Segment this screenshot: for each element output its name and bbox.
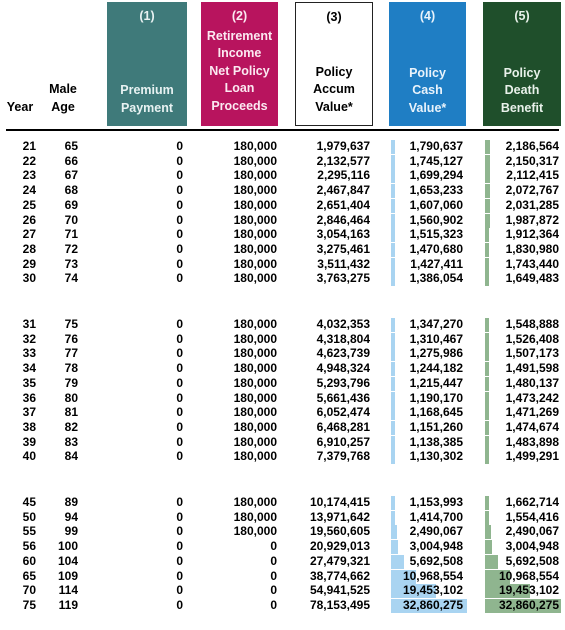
premium-cell: 0 xyxy=(176,375,183,390)
year-cell: 37 xyxy=(22,405,36,420)
cash-value-cell: 1,168,645 xyxy=(409,405,463,420)
year-cell: 23 xyxy=(22,168,36,183)
table-row xyxy=(0,583,565,598)
age-cell: 94 xyxy=(64,509,78,524)
premium-cell: 0 xyxy=(176,509,183,524)
loan-proceeds-cell: 180,000 xyxy=(233,212,277,227)
death-benefit-cell: 1,491,598 xyxy=(505,361,559,376)
table-row xyxy=(0,271,565,286)
table-row xyxy=(0,598,565,613)
premium-payment-header xyxy=(107,2,187,126)
cash-value-cell: 1,215,447 xyxy=(409,375,463,390)
death-benefit-cell: 3,004,948 xyxy=(505,539,559,554)
year-cell: 55 xyxy=(22,524,36,539)
loan-proceeds-cell: 180,000 xyxy=(233,183,277,198)
age-cell: 69 xyxy=(64,197,78,212)
accum-value-cell: 19,560,605 xyxy=(309,524,370,539)
premium-cell: 0 xyxy=(176,271,183,286)
loan-proceeds-cell: 180,000 xyxy=(233,495,277,509)
loan-proceeds-cell: 0 xyxy=(270,553,277,568)
accum-value-cell: 6,910,257 xyxy=(316,434,370,449)
year-cell: 33 xyxy=(22,346,36,361)
table-row xyxy=(0,242,565,257)
loan-proceeds-cell: 180,000 xyxy=(233,524,277,539)
column-label: Policy Death Benefit xyxy=(500,65,544,115)
age-cell: 80 xyxy=(64,390,78,405)
age-cell: 100 xyxy=(57,539,78,554)
cash-value-cell: 1,427,411 xyxy=(410,256,463,271)
accum-value-cell: 2,651,404 xyxy=(316,197,370,212)
accum-value-cell: 3,054,163 xyxy=(316,227,370,242)
premium-cell: 0 xyxy=(176,197,183,212)
loan-proceeds-cell: 180,000 xyxy=(233,405,277,420)
loan-proceeds-cell: 180,000 xyxy=(233,271,277,286)
table-row xyxy=(0,524,565,539)
loan-proceeds-cell: 180,000 xyxy=(233,153,277,168)
table-row xyxy=(0,346,565,361)
premium-cell: 0 xyxy=(176,256,183,271)
loan-proceeds-cell: 180,000 xyxy=(233,419,277,434)
death-benefit-cell: 1,474,674 xyxy=(505,419,559,434)
year-cell: 34 xyxy=(22,361,36,376)
table-row xyxy=(0,405,565,420)
premium-cell: 0 xyxy=(176,346,183,361)
year-cell: 27 xyxy=(22,227,36,242)
age-cell: 72 xyxy=(64,241,78,256)
year-cell: 29 xyxy=(22,256,36,271)
cash-value-cell: 3,004,948 xyxy=(409,539,463,554)
loan-proceeds-cell: 0 xyxy=(270,583,277,598)
column-label: Policy Cash Value* xyxy=(408,65,447,115)
age-cell: 68 xyxy=(64,183,78,198)
table-row xyxy=(0,420,565,435)
age-cell: 84 xyxy=(64,449,78,464)
loan-proceeds-cell: 180,000 xyxy=(233,139,277,153)
accum-value-cell: 4,032,353 xyxy=(316,317,370,331)
accum-value-cell: 54,941,525 xyxy=(309,583,370,598)
death-benefit-cell: 1,662,714 xyxy=(505,495,559,509)
death-benefit-cell: 1,649,483 xyxy=(505,271,559,286)
accum-value-cell: 10,174,415 xyxy=(309,495,370,509)
cash-value-cell: 1,275,986 xyxy=(409,346,463,361)
table-row xyxy=(0,213,565,228)
accum-value-cell: 2,467,847 xyxy=(316,183,370,198)
death-benefit-cell: 1,987,872 xyxy=(505,212,559,227)
death-benefit-cell: 1,526,408 xyxy=(505,331,559,346)
age-cell: 78 xyxy=(64,361,78,376)
age-cell: 114 xyxy=(58,583,78,598)
premium-cell: 0 xyxy=(176,153,183,168)
year-cell: 26 xyxy=(22,212,36,227)
death-benefit-cell: 2,186,564 xyxy=(505,139,559,153)
table-row xyxy=(0,554,565,569)
year-cell: 25 xyxy=(22,197,36,212)
accum-value-cell: 2,132,577 xyxy=(316,153,370,168)
death-benefit-cell: 1,912,364 xyxy=(505,227,559,242)
death-benefit-cell: 1,830,980 xyxy=(505,241,559,256)
premium-cell: 0 xyxy=(176,331,183,346)
premium-cell: 0 xyxy=(176,568,183,583)
accum-value-cell: 27,479,321 xyxy=(309,553,370,568)
cash-value-cell: 1,153,993 xyxy=(409,495,463,509)
premium-cell: 0 xyxy=(176,317,183,331)
accum-value-cell: 38,774,662 xyxy=(309,568,370,583)
age-cell: 119 xyxy=(58,597,78,612)
cash-value-header xyxy=(389,2,466,126)
death-benefit-cell: 5,692,508 xyxy=(505,553,559,568)
table-row xyxy=(0,227,565,242)
death-benefit-cell: 19,453,102 xyxy=(498,583,559,598)
column-label: Premium Payment xyxy=(120,83,174,115)
year-cell: 65 xyxy=(22,568,36,583)
premium-cell: 0 xyxy=(176,227,183,242)
year-cell: 21 xyxy=(22,139,36,153)
death-benefit-cell: 10,968,554 xyxy=(498,568,559,583)
cash-value-cell: 1,244,182 xyxy=(409,361,463,376)
death-benefit-cell: 1,471,269 xyxy=(505,405,559,420)
accum-value-cell: 3,275,461 xyxy=(316,241,370,256)
premium-cell: 0 xyxy=(176,539,183,554)
premium-cell: 0 xyxy=(176,524,183,539)
column-label: Retirement Income Net Policy Loan Proceeds xyxy=(206,28,273,113)
accum-value-cell: 7,379,768 xyxy=(316,449,370,464)
column-number: (4) xyxy=(419,9,436,23)
table-row xyxy=(0,317,565,332)
table-row xyxy=(0,391,565,406)
year-cell: 35 xyxy=(22,375,36,390)
age-cell: 104 xyxy=(57,553,78,568)
loan-proceeds-cell: 180,000 xyxy=(233,197,277,212)
premium-cell: 0 xyxy=(176,183,183,198)
cash-value-cell: 1,190,170 xyxy=(409,390,463,405)
cash-value-cell: 19,453,102 xyxy=(402,583,463,598)
column-number: (1) xyxy=(139,9,155,23)
loan-proceeds-cell: 180,000 xyxy=(233,375,277,390)
table-row xyxy=(0,449,565,464)
loan-proceeds-cell: 180,000 xyxy=(233,449,277,464)
death-benefit-cell: 2,490,067 xyxy=(505,524,559,539)
cash-value-cell: 1,347,270 xyxy=(409,317,463,331)
premium-cell: 0 xyxy=(176,212,183,227)
accum-value-cell: 2,846,464 xyxy=(316,212,370,227)
death-benefit-cell: 2,031,285 xyxy=(505,197,559,212)
column-number: (3) xyxy=(326,10,342,24)
loan-proceeds-cell: 180,000 xyxy=(233,317,277,331)
year-cell: 22 xyxy=(22,153,36,168)
accum-value-cell: 78,153,495 xyxy=(309,597,370,612)
death-benefit-cell: 1,473,242 xyxy=(505,390,559,405)
accum-value-cell: 3,511,432 xyxy=(317,256,370,271)
loan-proceeds-cell: 0 xyxy=(270,597,277,612)
column-number: (2) xyxy=(231,9,248,23)
loan-proceeds-cell: 180,000 xyxy=(233,168,277,183)
death-benefit-header xyxy=(483,2,561,126)
accum-value-cell: 5,293,796 xyxy=(316,375,370,390)
cash-value-cell: 1,138,385 xyxy=(409,434,463,449)
premium-cell: 0 xyxy=(176,449,183,464)
loan-proceeds-cell: 180,000 xyxy=(233,390,277,405)
year-cell: 36 xyxy=(22,390,36,405)
cash-value-cell: 1,470,680 xyxy=(409,241,463,256)
year-cell: 45 xyxy=(22,495,36,509)
accum-value-cell: 5,661,436 xyxy=(316,390,370,405)
cash-value-cell: 1,699,294 xyxy=(409,168,463,183)
cash-value-cell: 1,745,127 xyxy=(409,153,463,168)
age-cell: 75 xyxy=(64,317,78,331)
loan-proceeds-cell: 0 xyxy=(270,539,277,554)
year-cell: 30 xyxy=(22,271,36,286)
age-cell: 89 xyxy=(64,495,78,509)
year-cell: 31 xyxy=(22,317,36,331)
year-cell: 32 xyxy=(22,331,36,346)
cash-value-cell: 1,310,467 xyxy=(409,331,463,346)
cash-value-cell: 1,560,902 xyxy=(409,212,463,227)
year-cell: 24 xyxy=(22,183,36,198)
loan-proceeds-cell: 180,000 xyxy=(233,434,277,449)
loan-proceeds-header xyxy=(201,2,278,126)
death-benefit-cell: 1,499,291 xyxy=(505,449,559,464)
age-cell: 109 xyxy=(57,568,78,583)
age-cell: 74 xyxy=(64,271,78,286)
accum-value-cell: 1,979,637 xyxy=(316,139,370,153)
accum-value-cell: 4,318,804 xyxy=(316,331,370,346)
cash-value-cell: 1,607,060 xyxy=(409,197,463,212)
age-cell: 71 xyxy=(64,227,78,242)
year-cell: 50 xyxy=(22,509,36,524)
table-row xyxy=(0,332,565,347)
death-benefit-cell: 32,860,275 xyxy=(498,597,559,612)
cash-value-cell: 10,968,554 xyxy=(402,568,463,583)
loan-proceeds-cell: 180,000 xyxy=(233,346,277,361)
premium-cell: 0 xyxy=(176,597,183,612)
column-number: (5) xyxy=(514,9,530,23)
cash-value-cell: 1,414,700 xyxy=(409,509,463,524)
year-cell: 28 xyxy=(22,241,36,256)
premium-cell: 0 xyxy=(176,434,183,449)
death-benefit-cell: 1,483,898 xyxy=(505,434,559,449)
death-benefit-cell: 1,507,173 xyxy=(505,346,559,361)
table-row xyxy=(0,198,565,213)
age-cell: 67 xyxy=(64,168,78,183)
table-row xyxy=(0,510,565,525)
age-cell: 81 xyxy=(64,405,78,420)
death-benefit-cell: 1,480,137 xyxy=(505,375,559,390)
table-row xyxy=(0,495,565,510)
table-row xyxy=(0,435,565,450)
premium-cell: 0 xyxy=(176,553,183,568)
year-cell: 70 xyxy=(22,583,36,598)
cash-value-cell: 32,860,275 xyxy=(402,597,463,612)
cash-value-cell: 2,490,067 xyxy=(409,524,463,539)
death-benefit-cell: 1,743,440 xyxy=(505,256,559,271)
table-row xyxy=(0,168,565,183)
age-cell: 65 xyxy=(64,139,78,153)
cash-value-cell: 1,386,054 xyxy=(409,271,463,286)
cash-value-cell: 1,653,233 xyxy=(409,183,463,198)
loan-proceeds-cell: 180,000 xyxy=(233,241,277,256)
year-cell: 40 xyxy=(22,449,36,464)
death-benefit-cell: 2,112,415 xyxy=(506,168,559,183)
premium-cell: 0 xyxy=(176,168,183,183)
age-cell: 83 xyxy=(64,434,78,449)
loan-proceeds-cell: 180,000 xyxy=(233,331,277,346)
year-header: Year xyxy=(6,100,34,114)
year-cell: 60 xyxy=(22,553,36,568)
age-cell: 77 xyxy=(64,346,78,361)
accum-value-cell: 4,623,739 xyxy=(316,346,370,361)
age-cell: 76 xyxy=(64,331,78,346)
age-cell: 66 xyxy=(64,153,78,168)
premium-cell: 0 xyxy=(176,495,183,509)
loan-proceeds-cell: 0 xyxy=(270,568,277,583)
loan-proceeds-cell: 180,000 xyxy=(233,509,277,524)
table-row xyxy=(0,139,565,154)
column-label: Policy Accum Value* xyxy=(313,64,355,114)
death-benefit-cell: 1,554,416 xyxy=(505,509,559,524)
table-row xyxy=(0,154,565,169)
cash-value-cell: 1,790,637 xyxy=(409,139,463,153)
accum-value-cell: 2,295,116 xyxy=(317,168,370,183)
premium-cell: 0 xyxy=(176,419,183,434)
year-cell: 38 xyxy=(22,419,36,434)
age-cell: 79 xyxy=(64,375,78,390)
premium-cell: 0 xyxy=(176,405,183,420)
male-age-header: Male Age xyxy=(49,82,77,114)
loan-proceeds-cell: 180,000 xyxy=(233,256,277,271)
table-row xyxy=(0,376,565,391)
premium-cell: 0 xyxy=(176,390,183,405)
age-cell: 70 xyxy=(64,212,78,227)
cash-value-cell: 1,130,302 xyxy=(409,449,463,464)
table-row xyxy=(0,569,565,584)
cash-value-cell: 1,151,260 xyxy=(409,419,463,434)
year-cell: 39 xyxy=(22,434,36,449)
accum-value-header xyxy=(295,2,373,126)
death-benefit-cell: 2,072,767 xyxy=(505,183,559,198)
loan-proceeds-cell: 180,000 xyxy=(233,361,277,376)
accum-value-cell: 20,929,013 xyxy=(309,539,370,554)
year-cell: 56 xyxy=(22,539,36,554)
age-cell: 82 xyxy=(64,419,78,434)
header-divider xyxy=(6,129,559,131)
accum-value-cell: 13,971,642 xyxy=(309,509,370,524)
loan-proceeds-cell: 180,000 xyxy=(233,227,277,242)
table-row xyxy=(0,257,565,272)
accum-value-cell: 3,763,275 xyxy=(316,271,370,286)
cash-value-cell: 5,692,508 xyxy=(409,553,463,568)
death-benefit-cell: 1,548,888 xyxy=(505,317,559,331)
year-cell: 75 xyxy=(22,597,36,612)
table-row xyxy=(0,361,565,376)
accum-value-cell: 4,948,324 xyxy=(316,361,370,376)
premium-cell: 0 xyxy=(176,139,183,153)
premium-cell: 0 xyxy=(176,361,183,376)
age-cell: 99 xyxy=(64,524,78,539)
premium-cell: 0 xyxy=(176,241,183,256)
death-benefit-cell: 2,150,317 xyxy=(505,153,559,168)
accum-value-cell: 6,468,281 xyxy=(316,419,370,434)
age-cell: 73 xyxy=(64,256,78,271)
table-row xyxy=(0,539,565,554)
premium-cell: 0 xyxy=(176,583,183,598)
table-row xyxy=(0,183,565,198)
cash-value-cell: 1,515,323 xyxy=(409,227,463,242)
accum-value-cell: 6,052,474 xyxy=(316,405,370,420)
